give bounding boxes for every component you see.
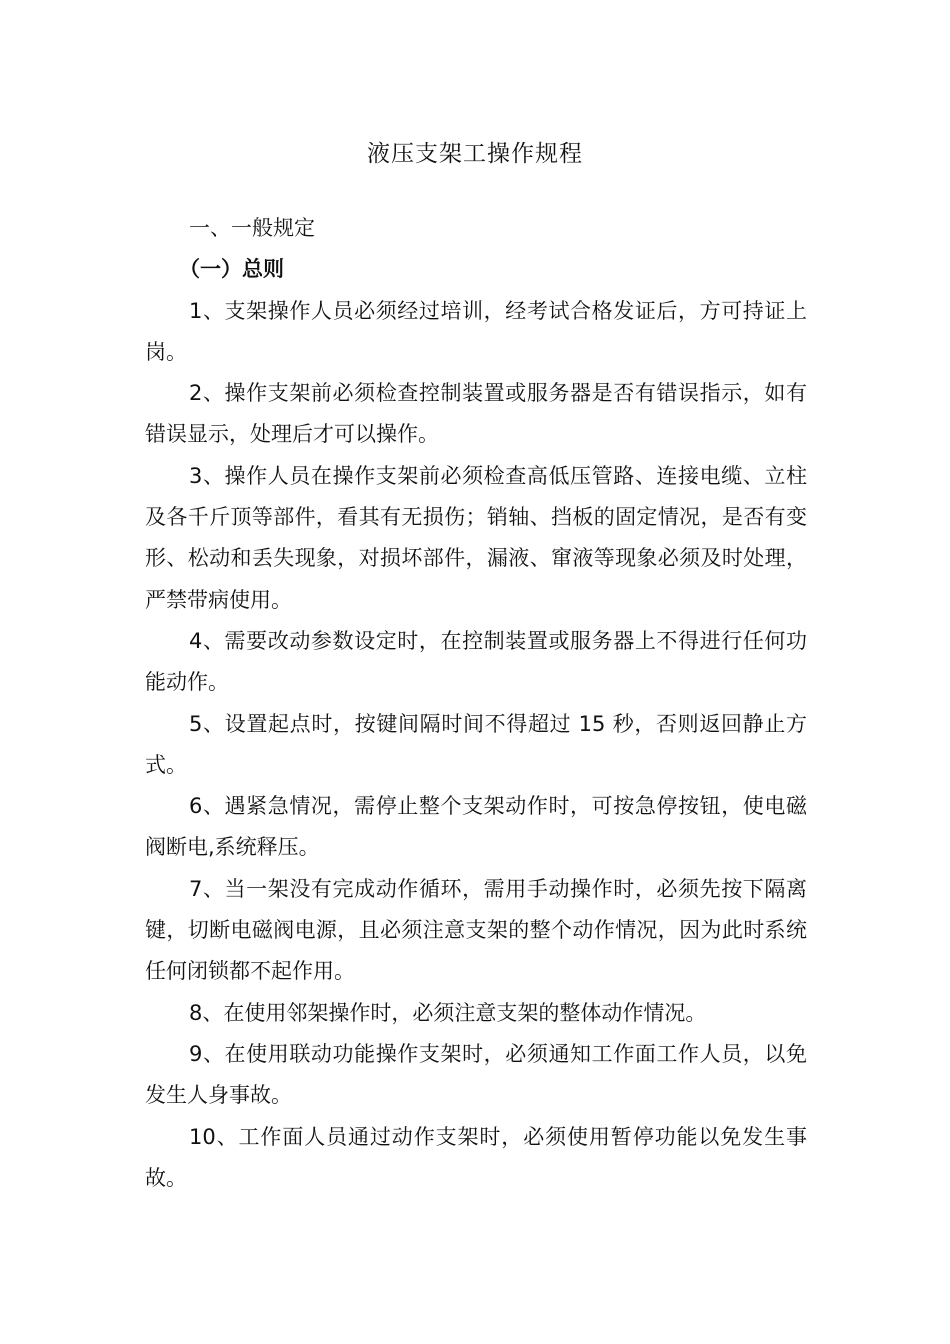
subsection-heading: （一）总则 [179, 257, 284, 282]
rule-item-10: 10、工作面人员通过动作支架时，必须使用暂停功能以免发生事故。 [145, 1124, 807, 1190]
document-title: 液压支架工操作规程 [367, 141, 583, 167]
rule-item-6: 6、遇紧急情况，需停止整个支架动作时，可按急停按钮，使电磁阀断电,系统释压。 [145, 794, 807, 860]
rule-item-1: 1、支架操作人员必须经过培训，经考试合格发证后，方可持证上岗。 [145, 298, 807, 364]
rule-item-2: 2、操作支架前必须检查控制装置或服务器是否有错误指示，如有错误显示，处理后才可以操作。 [145, 381, 807, 447]
section-heading: 一、一般规定 [189, 216, 315, 240]
document-body [145, 208, 807, 1199]
rule-item-4: 4、需要改动参数设定时，在控制装置或服务器上不得进行任何功能动作。 [145, 628, 807, 695]
rule-item-5: 5、设置起点时，按键间隔时间不得超过 15 秒，否则返回静止方式。 [145, 711, 807, 777]
rule-item-8: 8、在使用邻架操作时，必须注意支架的整体动作情况。 [189, 1000, 707, 1025]
rule-item-3: 3、操作人员在操作支架前必须检查高低压管路、连接电缆、立柱及各千斤顶等部件，看其有无损伤；销轴、挡板的固定情况，是否有变形、松动和丢失现象，对损坏部件，漏液、窜液等现象必须及时处理，严禁带病使用。 [145, 463, 807, 612]
rule-item-9: 9、在使用联动功能操作支架时，必须通知工作面工作人员，以免发生人身事故。 [145, 1041, 807, 1108]
rule-item-7: 7、当一架没有完成动作循环，需用手动操作时，必须先按下隔离键，切断电磁阀电源，且必须注意支架的整个动作情况，因为此时系统任何闭锁都不起作用。 [145, 876, 807, 984]
